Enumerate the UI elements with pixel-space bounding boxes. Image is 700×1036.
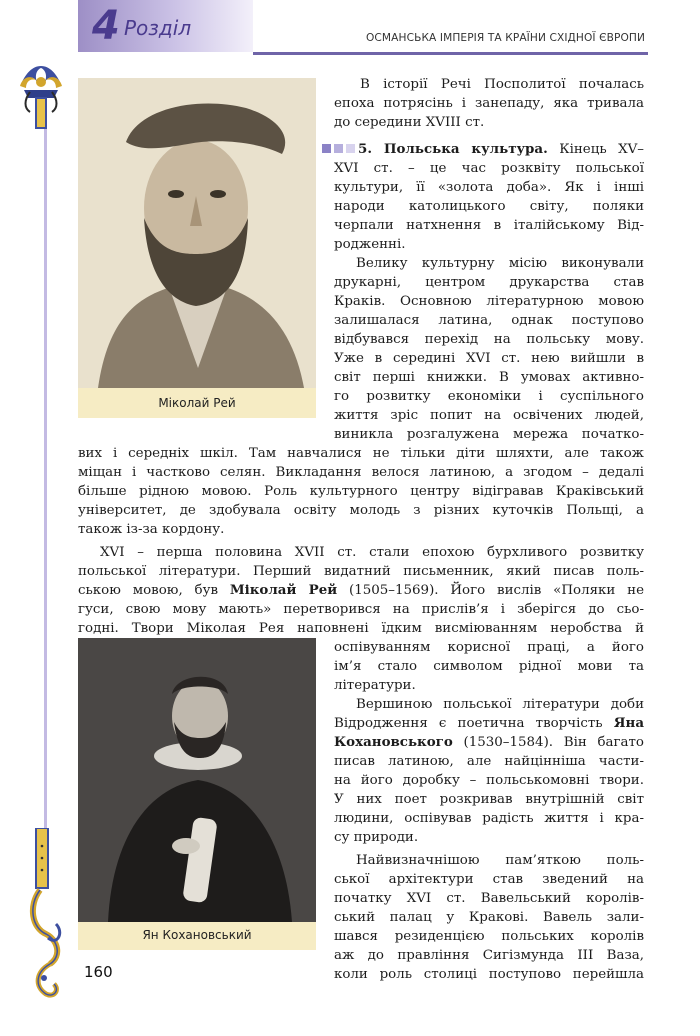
portrait-rej — [78, 78, 316, 418]
text-line: до середини XVIII ст. — [334, 115, 485, 130]
text-line: родженні. — [334, 237, 406, 252]
text-line — [334, 733, 644, 752]
text-line: життя зріс попит на освічених людей, — [334, 408, 644, 423]
portrait-rej-image — [78, 78, 316, 388]
text-line: Велику культурну місію виконували — [356, 256, 644, 271]
running-head: ОСМАНСЬКА ІМПЕРІЯ ТА КРАЇНИ СХІДНОЇ ЄВРОПИ — [365, 32, 645, 44]
text-line: міщан і частково селян. Викладання велося латиною, а згодом – дедалі — [78, 465, 644, 480]
text-line: су природи. — [334, 830, 419, 845]
text-line — [78, 581, 644, 600]
text-line: людини, оспівував радість життя і кра- — [334, 811, 644, 826]
text-line: залишалася латина, однак поступово — [334, 313, 644, 328]
text-line: друкарні, центром друкарства став — [334, 275, 644, 290]
text-line: аж до правління Сигізмунда III Ваза, — [334, 948, 644, 963]
text-line: відбувався перехід на польську мову. — [334, 332, 644, 347]
text-line: шався резиденцією польських королів — [334, 929, 644, 944]
text-line: Найвизначнішою пам’яткою поль- — [356, 853, 644, 868]
text-line: університет, де здобувала освіту молодь з різних куточків Польщі, а — [78, 503, 644, 518]
text-line: народи католицького світу, поляки — [334, 199, 644, 214]
text-line: коли роль столиці поступово перейшла — [334, 967, 644, 982]
text-line: на його доробку – польськомовні твори. — [334, 773, 644, 788]
top-ornament-icon — [14, 60, 68, 144]
section-marker-icon — [334, 144, 343, 153]
section-heading-line — [322, 140, 644, 159]
text-line: Краків. Основною літературною мовою — [334, 294, 644, 309]
text-span: (1530–1584). Він багато — [452, 735, 644, 750]
text-line: У них поет розкривав внутрішній світ — [334, 792, 644, 807]
section-title: 5. Польська культура. — [358, 141, 548, 157]
text-line: ський палац у Кракові. Вавель зали- — [334, 910, 644, 925]
caption-rej: Міколай Рей — [158, 396, 236, 410]
text-span: Відродження є поетична творчість — [334, 716, 614, 731]
text-line: ім’я стало символом рідної мови та — [334, 659, 644, 674]
text-line: світ перші книжки. В умовах активно- — [334, 370, 644, 385]
text-line: епоха потрясінь і занепаду, яка тривала — [334, 96, 644, 111]
margin-line — [44, 120, 47, 840]
text-line: також із-за кордону. — [78, 522, 225, 537]
portrait-kochanowski — [78, 638, 316, 950]
text-line: ської архітектури став зведений на — [334, 872, 644, 887]
text-line: більше рідною мовою. Роль культурного центру відігравав Краківський — [78, 484, 644, 499]
portrait-kochanowski-image — [78, 638, 316, 922]
text-line: В історії Речі Посполитої почалась — [360, 77, 644, 92]
chapter-label: Розділ — [124, 16, 192, 40]
text-line: гуси, свою мову мають» перетворився на прислів’я і зберігся до сьо- — [78, 602, 644, 617]
bottom-ornament-icon — [24, 828, 72, 1012]
page-number: 160 — [84, 963, 113, 981]
text-line: Уже в середині XVI ст. нею вийшли в — [334, 351, 644, 366]
text-line: виникла розгалужена мережа початко- — [334, 427, 644, 442]
text-line: XVI – перша половина XVII ст. стали епохою бурхливого розвитку — [100, 545, 644, 560]
chapter-number: 4 — [92, 3, 120, 49]
person-name: Яна — [613, 715, 644, 731]
text-line: оспівуванням корисної праці, а його — [334, 640, 644, 655]
text-line: літератури. — [334, 678, 416, 693]
text-line — [334, 714, 644, 733]
text-line: Вершиною польської літератури доби — [356, 697, 644, 712]
text-span: ською мовою, був — [78, 583, 230, 598]
person-name: Кохановського — [334, 734, 453, 750]
text-line: початку XVI ст. Вавельський королів- — [334, 891, 644, 906]
header-rule — [253, 52, 648, 55]
text-line: культури, її «золота доба». Як і інші — [334, 180, 644, 195]
text-line: писав латиною, але найцінніша части- — [334, 754, 644, 769]
text-line: польської літератури. Перший видатний письменник, який писав поль- — [78, 564, 644, 579]
text-line: черпали натхнення в італійському Від- — [334, 218, 644, 233]
caption-kochanowski: Ян Кохановський — [142, 928, 252, 942]
text-line: XVI ст. – це час розквіту польської — [334, 161, 644, 176]
text-span: (1505–1569). Його вислів «Поляки не — [337, 583, 645, 598]
text-line: го розвитку економіки і суспільного — [334, 389, 644, 404]
section-marker-icon — [322, 144, 331, 153]
text-span: Кінець XV– — [547, 142, 644, 157]
section-marker-icon — [346, 144, 355, 153]
person-name: Міколай Рей — [229, 582, 338, 598]
text-line: вих і середніх шкіл. Там навчалися не тільки діти шляхти, але також — [78, 446, 644, 461]
text-line: годні. Твори Міколая Рея наповнені їдким висміюванням неробства й — [78, 621, 644, 636]
